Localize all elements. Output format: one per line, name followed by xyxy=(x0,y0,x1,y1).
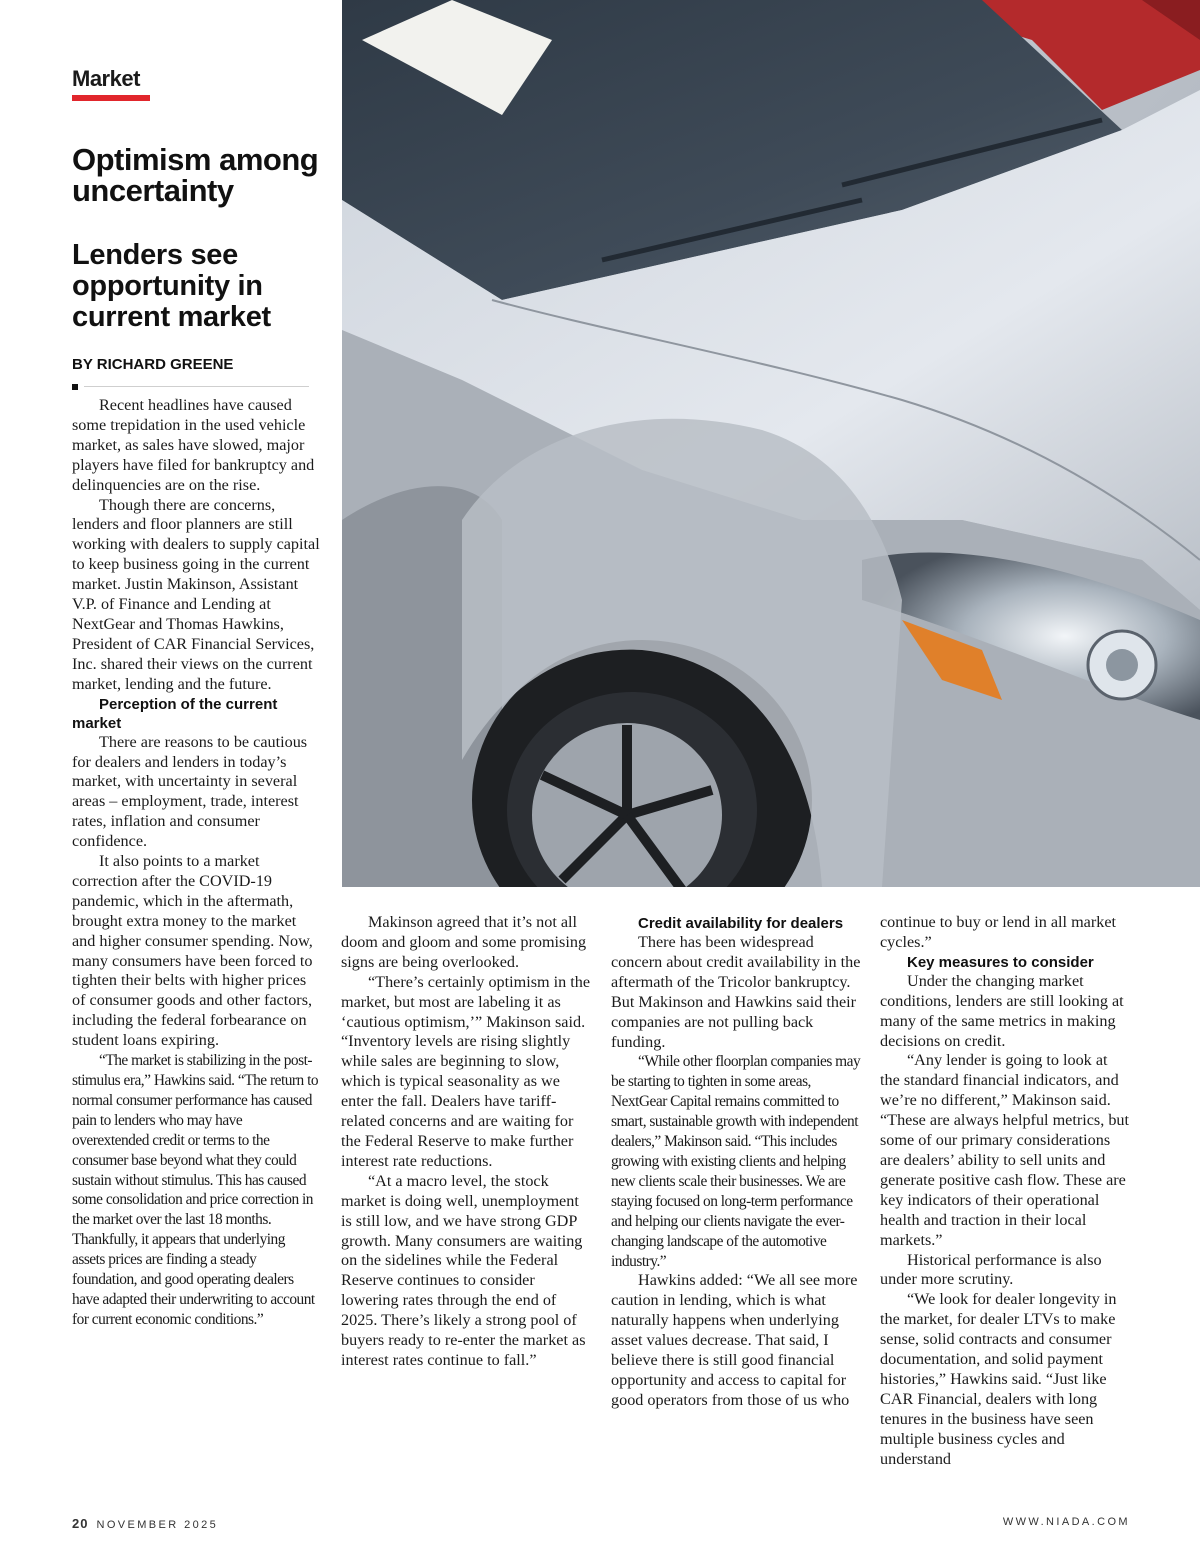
paragraph: continue to buy or lend in all market cycles.” xyxy=(880,913,1117,951)
section-rule xyxy=(72,95,150,101)
byline-divider xyxy=(84,386,309,387)
article-headline: Optimism among uncertainty xyxy=(72,142,319,208)
paragraph: “At a macro level, the stock market is doing well, unemployment is still low, and we have strong GDP growth. Many consumers are waiting on the sidelines while the Federal Reserve continues to consider lowering rates through the end of 2025. There’s likely a strong pool of buyers ready to re-enter the market as interest rates continue to fall.” xyxy=(341,1171,586,1369)
section-label: Market xyxy=(72,66,140,91)
body-column-3 xyxy=(611,914,863,1411)
subhead: Key measures to consider xyxy=(907,953,1094,971)
issue-date: NOVEMBER 2025 xyxy=(96,1519,219,1531)
folio-left xyxy=(72,1516,218,1531)
paragraph: Under the changing market conditions, lenders are still looking at many of the same metrics in making decisions on credit. xyxy=(880,971,1124,1050)
paragraph: “The market is stabilizing in the post-stimulus era,” Hawkins said. “The return to normal consumer performance has caused pain to lenders who may have overextended credit or terms to the consumer base beyond what they could sustain without stimulus. This has caused some consolidation and price correction in the market over the last 18 months. Thankfully, it appears that underlying assets prices are finding a steady foundation, and good operating dealers have adapted their underwriting to account for current economic conditions.” xyxy=(72,1052,319,1328)
byline-marker xyxy=(72,384,78,390)
paragraph: “Any lender is going to look at the standard financial indicators, and we’re no different,” Makinson said. “These are always helpful metrics, but some of our primary considerations are dealers’ ability to sell units and generate positive cash flow. These are key indicators of their operational health and traction in their local markets.” xyxy=(880,1051,1130,1249)
subhead: Perception of the current market xyxy=(72,695,278,732)
paragraph: Historical performance is also under more scrutiny. xyxy=(880,1250,1102,1289)
subhead: Credit availability for dealers xyxy=(638,915,844,932)
paragraph: It also points to a market correction after the COVID-19 pandemic, which in the aftermath, brought extra money to the market and higher consumer spending. Now, many consumers have been forced to tighten their belts with higher prices of consumer goods and other factors, including the federal forbearance on student loans expiring. xyxy=(72,852,313,1050)
body-column-4 xyxy=(880,913,1130,1469)
article-deck: Lenders see opportunity in current market xyxy=(72,239,271,333)
paragraph: There has been widespread concern about credit availability in the aftermath of the Tricolor bankruptcy. But Makinson and Hawkins said their companies are not pulling back funding. xyxy=(611,933,861,1051)
paragraph: Hawkins added: “We all see more caution in lending, which is what naturally happens when underlying asset values decrease. That said, I believe there is still good financial opportunity and access to capital for good operators from those of us who xyxy=(611,1271,858,1409)
paragraph: “While other floorplan companies may be starting to tighten in some areas, NextGear Capital remains committed to smart, sustainable growth with independent dealers,” Makinson said. “This includes growing with existing clients and helping new clients scale their businesses. We are staying focused on long-term performance and helping our clients navigate the ever-changing landscape of the automotive industry.” xyxy=(611,1053,861,1270)
paragraph: Recent headlines have caused some trepidation in the used vehicle market, as sales have slowed, major players have filed for bankruptcy and delinquencies are on the rise. xyxy=(72,396,315,494)
car-photo xyxy=(342,0,1200,887)
body-column-1 xyxy=(72,396,320,1330)
paragraph: There are reasons to be cautious for dealers and lenders in today’s market, with uncertainty in several areas – employment, trade, interest rates, inflation and consumer confidence. xyxy=(72,732,308,851)
paragraph: “We look for dealer longevity in the market, for dealer LTVs to make sense, solid contracts and consumer documentation, and solid payment histories,” Hawkins said. “Just like CAR Financial, dealers with long tenures in the business have seen multiple business cycles and understand xyxy=(880,1290,1117,1468)
paragraph: “There’s certainly optimism in the market, but most are labeling it as ‘cautious optimism,’” Makinson said. “Inventory levels are rising slightly while sales are beginning to slow, which is typical seasonality as we enter the fall. Dealers have tariff-related concerns and are waiting for the Federal Reserve to make further interest rate reductions. xyxy=(341,972,591,1170)
byline: BY RICHARD GREENE xyxy=(72,356,234,373)
paragraph: Though there are concerns, lenders and floor planners are still working with dealers to supply capital to keep business going in the current market. Justin Makinson, Assistant V.P. of Finance and Lending at NextGear and Thomas Hawkins, President of CAR Financial Services, Inc. shared their views on the current market, lending and the future. xyxy=(72,495,320,693)
page-number: 20 xyxy=(72,1516,89,1531)
car-photo-illustration xyxy=(342,0,1200,887)
body-column-2 xyxy=(341,913,591,1371)
website-url[interactable]: WWW.NIADA.COM xyxy=(1002,1516,1130,1528)
paragraph: Makinson agreed that it’s not all doom and gloom and some promising signs are being overlooked. xyxy=(341,913,587,971)
